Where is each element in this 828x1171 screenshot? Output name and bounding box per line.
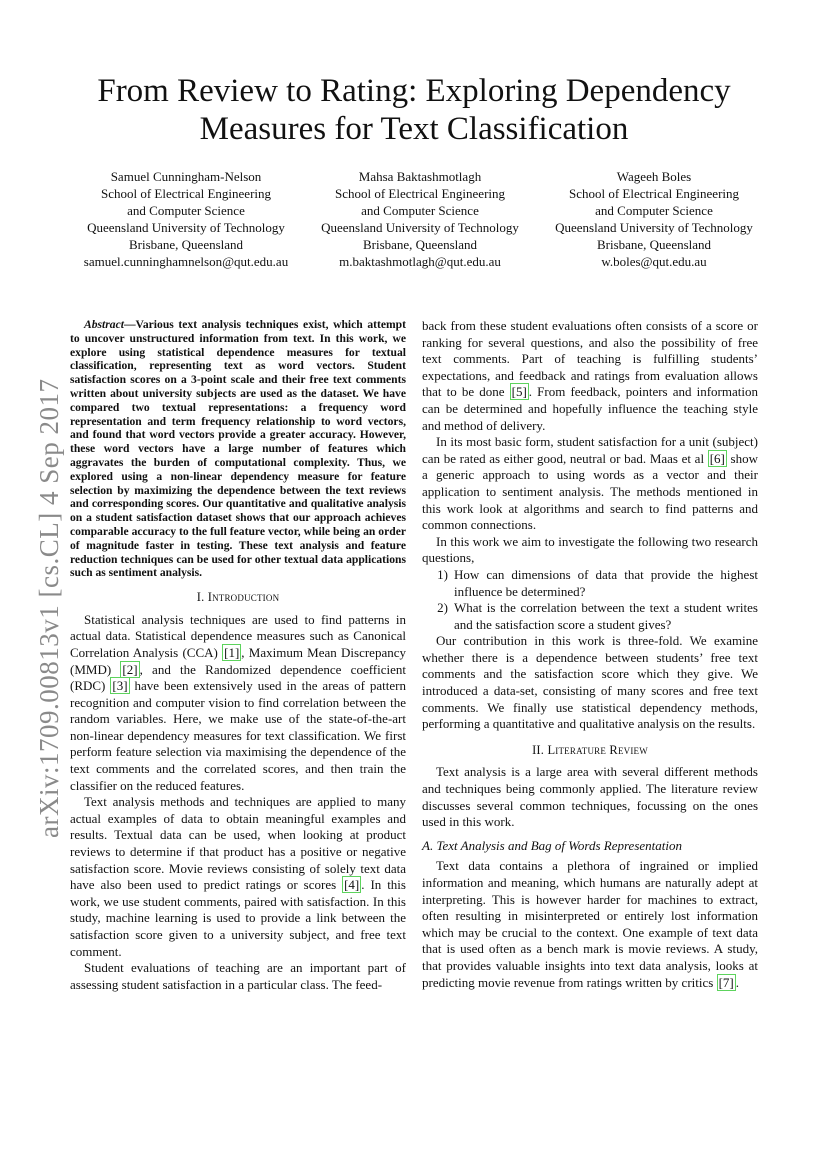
right-column [422, 318, 758, 991]
author-department: School of Electrical Engineering [334, 186, 506, 201]
section-heading-introduction: I. Introduction [196, 590, 280, 605]
paragraph: In its most basic form, student satisfaction for a unit (subject) can be rated as either good, neutral or bad. Maas et al [6] show a generic approach to using words as a vector and their application to sentiment analysis. The methods mentioned in this work look at algorithms and search to find patterns and common connections. [422, 434, 758, 533]
paragraph: back from these student evaluations often consists of a score or ranking for several questions, and also the possibility of free text comments. Part of teaching is fulfilling students’ expectations, and feedback and ratings from evaluation allows that to be done [5] . From feedback, pointers and information can be determined and hopefully influence the teaching style and method of delivery. [422, 318, 758, 433]
author-university: Queensland University of Technology [555, 220, 753, 235]
paragraph: Text data contains a plethora of ingrained or implied information and meaning, which humans are naturally adept at interpreting. This is however harder for machines to extract, often resulting in misinterpreted or entirely lost information which may be crucial to the context. One example of text data that is used often as a bench mark is movie reviews. A study, that provides valuable insights into text data analysis, looks at predicting movie revenue from ratings written by critics [7] . [422, 858, 758, 990]
author-city: Brisbane, Queensland [596, 237, 712, 252]
author-1 [70, 168, 302, 270]
author-department: and Computer Science [361, 203, 479, 218]
citation-link[interactable]: [4] [344, 877, 360, 893]
author-email[interactable]: w.boles@qut.edu.au [601, 254, 707, 269]
author-department: and Computer Science [595, 203, 713, 218]
list-item: 2) What is the correlation between the text a student writes and the satisfaction score a student gives? [437, 600, 758, 632]
paragraph: Student evaluations of teaching are an important part of assessing student satisfaction in a particular class. The feed- [70, 960, 406, 992]
citation-link[interactable]: [2] [122, 661, 138, 677]
author-name: Wageeh Boles [616, 169, 692, 184]
author-city: Brisbane, Queensland [362, 237, 478, 252]
paragraph: Text analysis is a large area with several different methods and techniques being commonly applied. The literature review discusses several common techniques, focussing on the ones used in this work. [422, 764, 758, 830]
paper-title: From Review to Rating: Exploring Dependency Measures for Text Classification [97, 73, 731, 147]
paragraph: Statistical analysis techniques are used to find patterns in actual data. Statistical dependence measures such as Canonical Correlation Analysis (CCA) [1] , Maximum Mean Discrepancy (MMD) [2] , and the Randomized dependence coefficient (RDC) [3] have been extensively used in the areas of pattern recognition and computer vision to find correlation between the random variables. Here, we make use of the state-of-the-art non-linear dependency measures for text classification. We first perform feature selection via maximising the dependence of the text comments and the correlated scores, and then train the classifier on the reduced features. [70, 611, 407, 793]
arxiv-sidebar [34, 379, 65, 838]
author-email[interactable]: samuel.cunninghamnelson@qut.edu.au [83, 254, 289, 269]
section-heading-literature-review: II. Literature Review [532, 742, 648, 757]
author-2 [304, 168, 536, 270]
author-name: Samuel Cunningham-Nelson [110, 169, 262, 184]
author-email[interactable]: m.baktashmotlagh@qut.edu.au [339, 254, 501, 269]
author-university: Queensland University of Technology [321, 220, 519, 235]
author-block [70, 168, 770, 270]
citation-link[interactable]: [5] [511, 384, 527, 400]
citation-link[interactable]: [6] [709, 450, 725, 466]
research-questions-list [422, 567, 758, 633]
author-3 [538, 168, 770, 270]
citation-link[interactable]: [3] [112, 678, 128, 694]
paragraph: Our contribution in this work is three-fold. We examine whether there is a dependence between students’ free text comments and the satisfaction score which they give. We introduced a data-set, consisting of many scores and free text comments. We finally use statistical dependency methods, performing a quantitative and qualitative analysis on the results. [422, 633, 758, 732]
abstract [70, 318, 406, 580]
author-department: School of Electrical Engineering [568, 186, 740, 201]
left-column [70, 318, 406, 993]
author-department: and Computer Science [127, 203, 245, 218]
citation-link[interactable]: [7] [718, 974, 734, 990]
abstract-label: Abstract [84, 318, 124, 331]
subsection-heading: A. Text Analysis and Bag of Words Representation [422, 837, 682, 853]
author-city: Brisbane, Queensland [128, 237, 244, 252]
arxiv-identifier: arXiv:1709.00813v1 [cs.CL] 4 Sep 2017 [34, 378, 64, 838]
author-university: Queensland University of Technology [87, 220, 285, 235]
abstract-text: —Various text analysis techniques exist, which attempt to uncover unstructured information from text. In this work, we explore using statistical dependence measures for textual classification, representing text as word vectors. Student satisfaction scores on a 3-point scale and their free text comments written about university subjects are used as the dataset. We have compared two textual representations: a frequency word representation and term frequency relationship to word vectors, and found that word vectors provide a greater accuracy. However, these word vectors have a large number of features which aggravates the burden of computational complexity. Thus, we explored using a non-linear dependency measure for feature selection by maximizing the dependence between the text reviews and corresponding scores. Our quantitative and qualitative analysis on a student satisfaction dataset shows that our approach achieves comparable accuracy to the full feature vector, while being an order of magnitude faster in testing. These text analysis and feature reduction techniques can be used for other textual data applications such as sentiment analysis. [70, 318, 406, 580]
author-department: School of Electrical Engineering [100, 186, 272, 201]
author-name: Mahsa Baktashmotlagh [358, 169, 482, 184]
citation-link[interactable]: [1] [224, 644, 240, 660]
list-item: 1) How can dimensions of data that provide the highest influence be determined? [437, 566, 758, 599]
paragraph: Text analysis methods and techniques are applied to many actual examples of data to obtain meaningful examples and results. Textual data can be used, when looking at product reviews to determine if that product has a positive or negative satisfaction score. Movie reviews consisting of solely text data have also been used to predict ratings or scores [4] . In this work, we use student comments, paired with satisfaction. In this study, machine learning is used to provide a link between the satisfaction score given to a university subject, and free text comment. [70, 794, 406, 959]
paragraph: In this work we aim to investigate the following two research questions, [422, 533, 758, 566]
